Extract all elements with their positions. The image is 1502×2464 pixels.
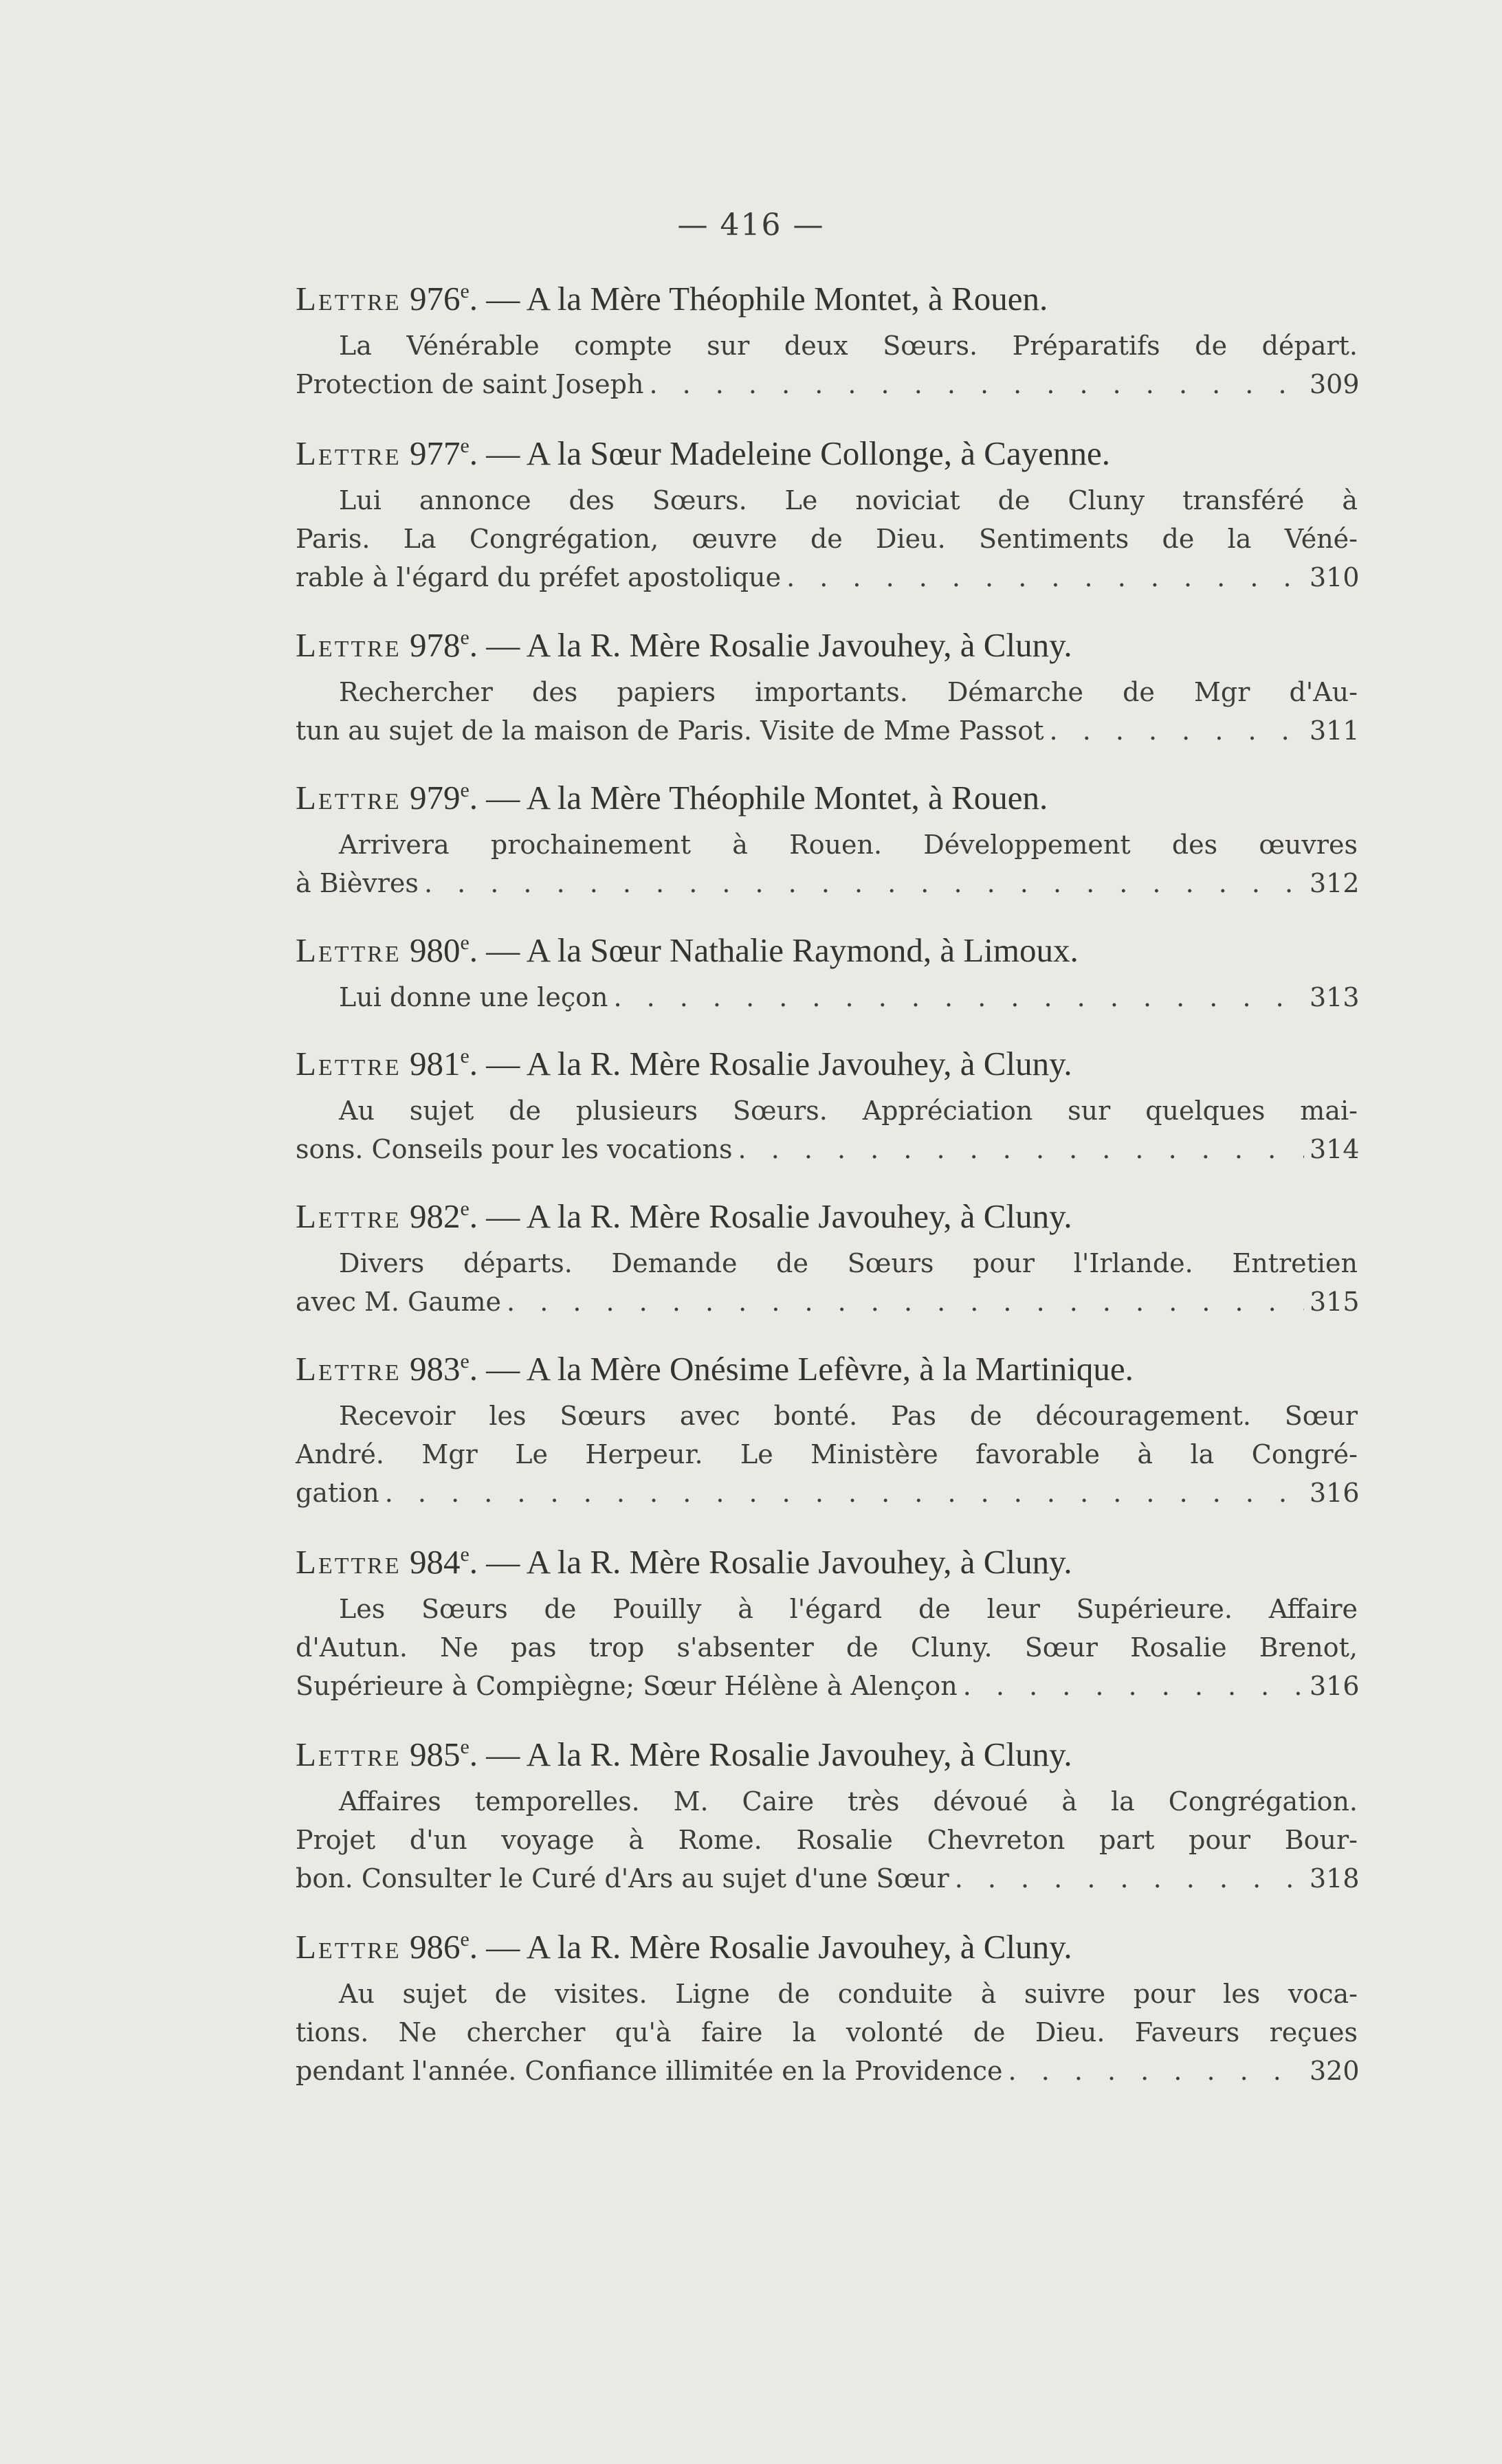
entry-title: . — A la R. Mère Rosalie Javouhey, à Cluny. [469, 1197, 1072, 1235]
summary-line: Arrivera prochainement à Rouen. Développement des œuvres [339, 830, 1358, 860]
entry-heading [296, 1542, 1358, 1583]
entry-number: 979e [409, 779, 470, 817]
entry-lettre: Lettre [296, 280, 401, 318]
entry-summary [296, 1782, 1358, 1898]
toc-entry [296, 433, 1358, 597]
summary-last-line: Protection de saint Joseph . . . 309 [296, 365, 1358, 403]
leader-dots [424, 864, 1304, 902]
leader-dots [963, 1667, 1304, 1705]
entry-number: 976e [409, 280, 470, 318]
summary-last-line: à Bièvres . . . 312 [296, 864, 1358, 902]
entry-summary [296, 673, 1358, 750]
entry-heading [296, 278, 1358, 320]
entry-title: . — A la R. Mère Rosalie Javouhey, à Cluny. [469, 1543, 1072, 1581]
entry-heading [296, 930, 1358, 971]
summary-line: Au sujet de visites. Ligne de conduite à suivre pour les voca- [339, 1979, 1358, 2009]
entry-summary [296, 1975, 1358, 2090]
entry-number: 980e [409, 931, 470, 969]
summary-last-line: bon. Consulter le Curé d'Ars au sujet d'une Sœur . . . 318 [296, 1859, 1358, 1898]
entry-summary [296, 326, 1358, 403]
summary-line: André. Mgr Le Herpeur. Le Ministère favorable à la Congré- [296, 1439, 1358, 1469]
toc-entry [296, 777, 1358, 902]
entry-heading [296, 1348, 1358, 1390]
entry-lettre: Lettre [296, 434, 401, 472]
page-ref: 315 [1310, 1287, 1360, 1317]
summary-line: d'Autun. Ne pas trop s'absenter de Cluny. Sœur Rosalie Brenot, [296, 1632, 1358, 1663]
toc-entry [296, 1542, 1358, 1705]
summary-line: Paris. La Congrégation, œuvre de Dieu. Sentiments de la Véné- [296, 524, 1358, 554]
entry-heading [296, 433, 1358, 474]
leader-dots [955, 1859, 1304, 1898]
toc-entry [296, 625, 1358, 750]
entry-summary [296, 1590, 1358, 1705]
entry-number: 981e [409, 1045, 470, 1083]
entry-lettre: Lettre [296, 1543, 401, 1581]
entry-number: 978e [409, 626, 470, 664]
entry-number: 985e [409, 1735, 470, 1773]
entry-title: . — A la Sœur Madeleine Collonge, à Cayenne. [469, 434, 1110, 472]
summary-line: Recevoir les Sœurs avec bonté. Pas de découragement. Sœur [339, 1401, 1358, 1431]
entry-summary [296, 1091, 1358, 1168]
summary-line: Divers départs. Demande de Sœurs pour l'Irlande. Entretien [339, 1248, 1358, 1278]
summary-last-line: sons. Conseils pour les vocations . . . 314 [296, 1130, 1358, 1168]
page-ref: 309 [1310, 369, 1360, 399]
page-ref: 311 [1310, 715, 1360, 746]
entry-title: . — A la Sœur Nathalie Raymond, à Limoux. [469, 931, 1079, 969]
summary-line: Projet d'un voyage à Rome. Rosalie Chevreton part pour Bour- [296, 1825, 1358, 1855]
summary-last-line: rable à l'égard du préfet apostolique . . . 310 [296, 558, 1358, 597]
entry-number: 983e [409, 1350, 470, 1388]
page-ref: 310 [1310, 562, 1360, 592]
entry-number: 986e [409, 1928, 470, 1966]
summary-last-line: pendant l'année. Confiance illimitée en la Providence . . . 320 [296, 2052, 1358, 2090]
toc-entry [296, 1348, 1358, 1512]
entry-heading [296, 1927, 1358, 1968]
page-number: — 416 — [677, 208, 825, 243]
entry-title: . — A la Mère Théophile Montet, à Rouen. [469, 779, 1048, 817]
entry-heading [296, 1734, 1358, 1775]
summary-line: Rechercher des papiers importants. Démarche de Mgr d'Au- [339, 677, 1358, 707]
leader-dots [1050, 711, 1304, 750]
entry-title: . — A la Mère Onésime Lefèvre, à la Martinique. [469, 1350, 1134, 1388]
entry-number: 982e [409, 1197, 470, 1235]
entry-heading [296, 1043, 1358, 1085]
entry-title: . — A la Mère Théophile Montet, à Rouen. [469, 280, 1048, 318]
toc-entry [296, 1196, 1358, 1321]
entry-summary [296, 1397, 1358, 1512]
summary-last-line: gation . . . 316 [296, 1474, 1358, 1512]
entry-heading [296, 1196, 1358, 1237]
page-ref: 320 [1310, 2056, 1360, 2086]
entry-lettre: Lettre [296, 1928, 401, 1966]
page-ref: 316 [1310, 1671, 1360, 1701]
summary-line: Au sujet de plusieurs Sœurs. Appréciation sur quelques mai- [339, 1096, 1358, 1126]
leader-dots [649, 365, 1304, 403]
toc-entry [296, 930, 1358, 1017]
entry-summary [296, 1244, 1358, 1321]
summary-line: Affaires temporelles. M. Caire très dévoué à la Congrégation. [339, 1786, 1358, 1817]
page-ref: 313 [1310, 982, 1360, 1012]
leader-dots [385, 1474, 1304, 1512]
toc-entry [296, 1734, 1358, 1898]
entry-lettre: Lettre [296, 931, 401, 969]
page-ref: 314 [1310, 1134, 1360, 1164]
entry-lettre: Lettre [296, 1735, 401, 1773]
page-ref: 316 [1310, 1478, 1360, 1508]
entry-summary [296, 481, 1358, 597]
summary-last-line: avec M. Gaume . . . 315 [296, 1283, 1358, 1321]
toc-entry [296, 1043, 1358, 1168]
toc-entry [296, 278, 1358, 403]
summary-line: Lui annonce des Sœurs. Le noviciat de Cluny transféré à [339, 485, 1358, 515]
entry-number: 977e [409, 434, 470, 472]
entry-heading [296, 625, 1358, 666]
entry-number: 984e [409, 1543, 470, 1581]
summary-line: La Vénérable compte sur deux Sœurs. Préparatifs de départ. [339, 331, 1358, 361]
entry-title: . — A la R. Mère Rosalie Javouhey, à Cluny. [469, 1928, 1072, 1966]
entry-summary [296, 825, 1358, 902]
summary-last-line: tun au sujet de la maison de Paris. Visite de Mme Passot . . . 311 [296, 711, 1358, 750]
page-ref: 318 [1310, 1863, 1360, 1894]
entry-title: . — A la R. Mère Rosalie Javouhey, à Cluny. [469, 626, 1072, 664]
page-ref: 312 [1310, 868, 1360, 898]
summary-line: Les Sœurs de Pouilly à l'égard de leur Supérieure. Affaire [339, 1594, 1358, 1624]
leader-dots [1008, 2052, 1304, 2090]
leader-dots [507, 1283, 1304, 1321]
entry-title: . — A la R. Mère Rosalie Javouhey, à Cluny. [469, 1735, 1072, 1773]
entry-lettre: Lettre [296, 1197, 401, 1235]
leader-dots [786, 558, 1304, 597]
leader-dots [613, 978, 1304, 1017]
entry-lettre: Lettre [296, 779, 401, 817]
summary-last-line: Lui donne une leçon . . . 313 [296, 978, 1358, 1017]
entry-heading [296, 777, 1358, 819]
summary-last-line: Supérieure à Compiègne; Sœur Hélène à Alençon . . . 316 [296, 1667, 1358, 1705]
toc-entry [296, 1927, 1358, 2090]
entry-summary [296, 978, 1358, 1017]
entry-lettre: Lettre [296, 1045, 401, 1083]
entry-lettre: Lettre [296, 1350, 401, 1388]
entry-title: . — A la R. Mère Rosalie Javouhey, à Cluny. [469, 1045, 1072, 1083]
entry-lettre: Lettre [296, 626, 401, 664]
summary-line: tions. Ne chercher qu'à faire la volonté de Dieu. Faveurs reçues [296, 2017, 1358, 2047]
leader-dots [738, 1130, 1304, 1168]
